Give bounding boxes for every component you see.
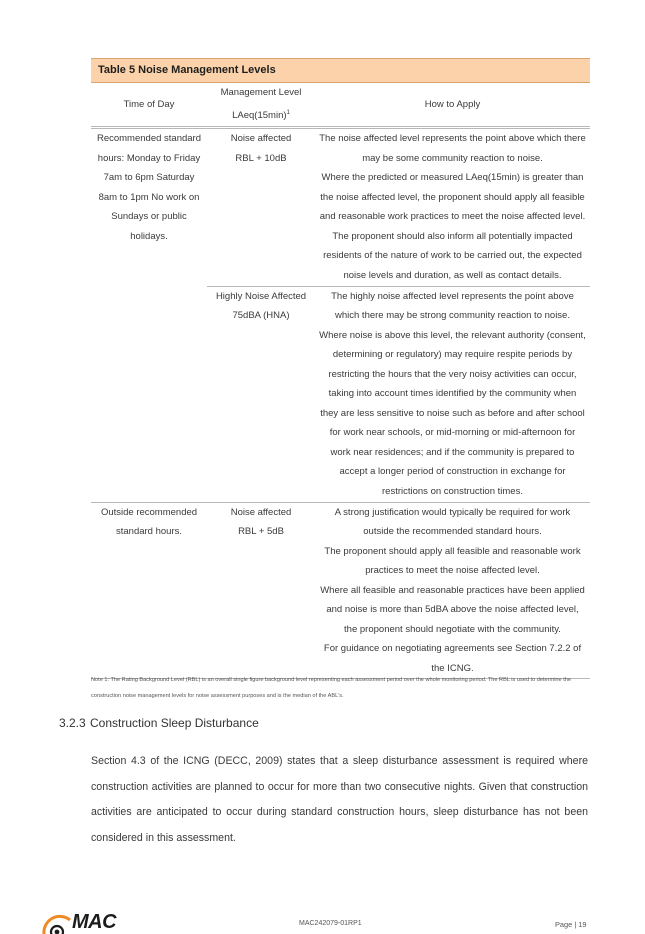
how-line: which there may be strong community reaction to noise. [335,310,570,322]
how-line: accept a longer period of construction in exchange for [339,466,566,478]
table-row [91,502,590,679]
level-cell-noise-affected [207,128,315,286]
time-cell-outside [91,502,207,679]
section-title: Construction Sleep Disturbance [90,716,259,730]
level-line: RBL + 10dB [235,152,287,164]
level-line: RBL + 5dB [238,526,284,538]
document-code: MAC242079-01RP1 [299,920,362,927]
time-line: Recommended standard [96,133,202,145]
table-grid [91,83,590,679]
how-cell-outside [315,502,590,679]
how-line: A strong justification would typically be required for work [334,506,571,518]
page-number: Page | 19 [555,920,587,929]
level-cell-highly-affected [207,286,315,502]
section-body: Section 4.3 of the ICNG (DECC, 2009) states that a sleep disturbance assessment is required where construction activities are planned to occur for more than two consecutive nights. Given that construction activities are anticipated to occur during standard construction hours, sleep disturbance has not been considered in this assessment. [91,755,588,844]
time-line: 8am to 1pm No work on [98,191,200,203]
time-cell-standard [91,128,207,502]
table-row [91,128,590,286]
how-cell-highly-affected [315,286,590,502]
time-line: Sundays or public [111,211,187,223]
how-line: the noise affected level, the proponent should apply all feasible [320,191,585,203]
level-line: Noise affected [230,506,292,518]
how-line: and noise is more than 5dBA above the noise affected level, [326,604,579,616]
how-line: for work near schools, or mid-morning or mid-afternoon for [329,427,576,439]
section-number: 3.2.3 [59,716,86,730]
header-level-unit: LAeq(15min) [232,110,287,122]
table-header-row [91,83,590,128]
header-level-line2 [207,103,315,126]
time-line: Outside recommended [100,506,198,518]
logo-text: MAC [72,911,117,933]
section-heading [59,716,259,730]
how-line: Where noise is above this level, the relevant authority (consent, [319,329,586,341]
how-line: restrictions on construction times. [382,486,523,497]
level-line: Noise affected [230,133,292,145]
how-line: restricting the hours that the very noisy activities can occur, [328,368,577,380]
header-management-level [207,83,315,128]
how-cell-noise-affected [315,128,590,286]
how-line: The noise affected level represents the point above which there [319,133,586,145]
time-line: 7am to 6pm Saturday [103,172,195,184]
header-how-to-apply: How to Apply [424,99,481,111]
time-line: holidays. [130,230,168,242]
how-line: The proponent should also inform all potentially impacted [332,230,573,242]
company-logo [40,908,130,934]
how-line: may be some community reaction to noise. [362,152,543,164]
how-line: The proponent should apply all feasible and reasonable work [324,545,581,557]
table-caption: Table 5 Noise Management Levels [91,58,590,83]
how-line: The highly noise affected level represents the point above [331,290,574,302]
how-line: outside the recommended standard hours. [363,526,542,538]
how-line: determining or regulatory) may require respite periods by [332,349,573,361]
how-line: For guidance on negotiating agreements see Section 7.2.2 of [323,643,582,655]
how-line: and reasonable work practices to meet the noise affected level. [319,211,586,223]
how-line: taking into account times identified by the community when [328,388,577,400]
table-footnote: Note 1: The Rating Background Level (RBL) is an overall single figure background level representing each assessment period over the whole monitoring period. The RBL is used to determine the construction noise management levels for noise assessment purposes and is the median of the ABL's. [91,677,571,699]
header-level-footnote: 1 [286,110,290,116]
level-cell-outside [207,502,315,679]
time-line: hours: Monday to Friday [97,152,201,164]
header-level-line1: Management Level [220,87,302,98]
noise-management-table [91,58,590,679]
level-line: 75dBA (HNA) [232,310,290,322]
time-line: standard hours. [115,526,182,538]
how-line: practices to meet the noise affected level. [365,565,540,577]
level-line: Highly Noise Affected [215,290,307,302]
how-line: they are less sensitive to noise such as before and after school [320,407,585,419]
how-line: work near residences; and if the community is prepared to [330,446,575,458]
how-line: the ICNG. [431,662,474,674]
header-time-of-day: Time of Day [123,99,175,111]
how-line: residents of the nature of work to be carried out, the expected [323,250,582,262]
how-line: Where all feasible and reasonable practices have been applied [320,584,585,596]
how-line: the proponent should negotiate with the community. [344,623,561,635]
how-line: Where the predicted or measured LAeq(15min) is greater than [321,172,584,184]
how-line: noise levels and duration, as well as contact details. [343,269,562,281]
